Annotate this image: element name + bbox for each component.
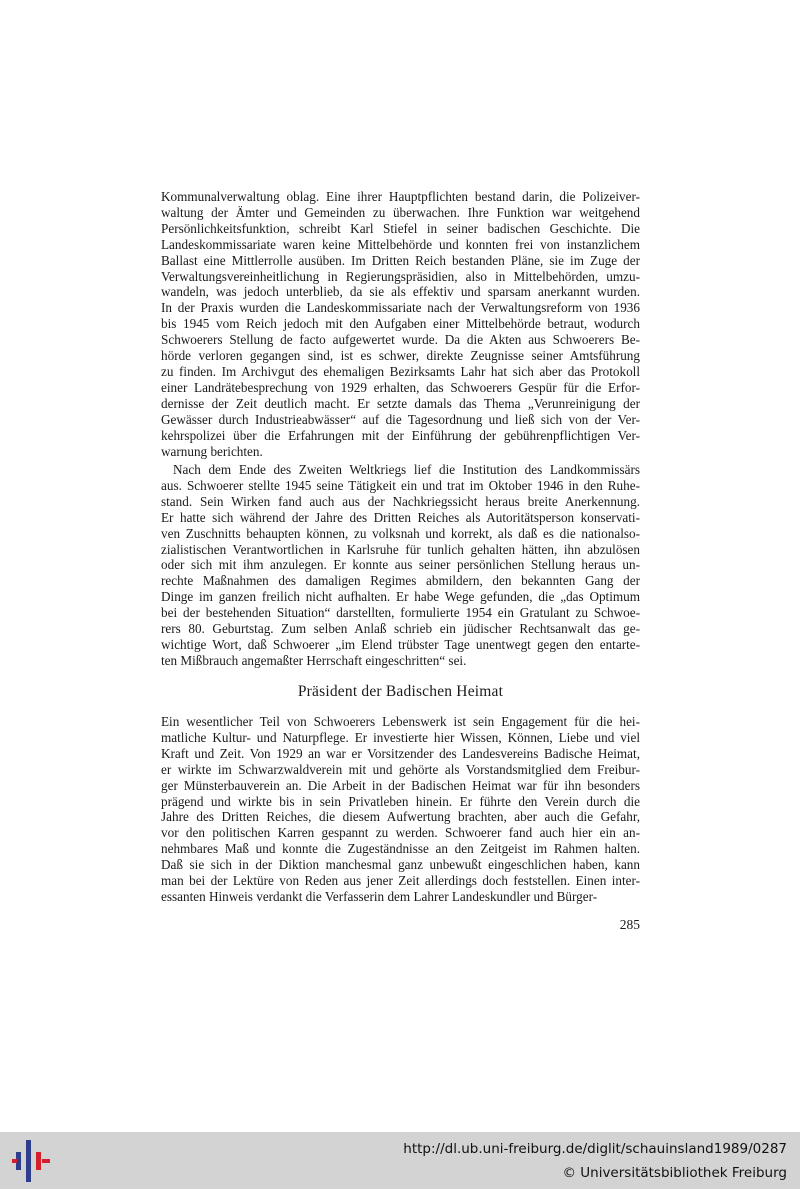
section-heading: Präsident der Badischen Heimat: [297, 683, 504, 700]
text-line: dernisse der Zeit deutlich macht. Er setzte damals das Thema „Verunreinigung der: [161, 395, 640, 411]
text-line: Ballast eine Mittlerrolle ausüben. Im Dritten Reich bestanden Pläne, sie im Zuge der: [161, 252, 640, 268]
text-line: bei der bestehenden Situation“ darstellten, formulierte 1954 ein Gratulant zu Schwoe-: [161, 605, 640, 621]
paragraph-1: [161, 189, 640, 459]
text-line: waltung der Ämter und Gemeinden zu überwachen. Ihre Funktion war weitgehend: [161, 204, 640, 220]
text-line: ger Münsterbauverein an. Die Arbeit in der Badischen Heimat war für ihn besonders: [161, 777, 640, 793]
text-line: prägend und wirkte bis in sein Privatleben hinein. Er führte den Verein durch die: [161, 793, 640, 809]
text-line: wichtige Wort, daß Schwoerer „im Elend trübster Tage unentwegt gegen den entarte-: [161, 636, 640, 652]
text-line: Kraft und Zeit. Von 1929 an war er Vorsitzender des Landesvereins Badische Heimat,: [161, 745, 640, 761]
text-line: matliche Kultur- und Naturpflege. Er investierte hier Wissen, Können, Liebe und viel: [161, 729, 640, 745]
text-line: zialistischen Verantwortlichen in Karlsruhe für tunlich gehalten hätten, ihn abzulösen: [161, 541, 640, 557]
text-line: wandeln, was jedoch unterblieb, da sie als effektiv und sparsam anerkannt wurden.: [161, 284, 640, 300]
text-line: ten Mißbrauch angemaßter Herrschaft eingeschritten“ sei.: [161, 652, 467, 668]
text-line: Ein wesentlicher Teil von Schwoerers Lebenswerk ist sein Engagement für die hei-: [161, 714, 640, 729]
text-line: Nach dem Ende des Zweiten Weltkriegs lief die Institution des Landkommissärs: [173, 462, 640, 477]
text-line: stand. Sein Wirken fand auch aus der Nachkriegssicht heraus breite Anerkennung.: [161, 493, 640, 509]
text-line: vor den politischen Karren gespannt zu werden. Schwoerer fand auch hier ein an-: [161, 825, 640, 841]
text-line: essanten Hinweis verdankt die Verfasserin dem Lahrer Landeskundler und Bürger-: [161, 888, 598, 904]
text-line: zu finden. Im Archivgut des ehemaligen Bezirksamts Lahr hat sich aber das Protokoll: [161, 363, 640, 379]
paragraph-3: [161, 714, 640, 905]
text-line: In der Praxis wurden die Landeskommissariate nach der Verwaltungsreform von 1936: [161, 300, 640, 316]
text-line: Dinge im ganzen freilich nicht aufhalten. Er habe Wege gefunden, die „das Optimum: [161, 589, 640, 605]
text-line: rers 80. Geburtstag. Zum selben Anlaß schrieb ein jüdischer Rechtsanwalt das ge-: [161, 621, 640, 637]
text-line: bis 1945 vom Reich jedoch mit den Aufgaben einer Mittelbehörde betraut, wodurch: [161, 316, 640, 332]
text-line: Er hatte sich während der Jahre des Dritten Reiches als Autoritätsperson konservati-: [161, 509, 640, 525]
text-line: Schwoerers Stellung de facto aufgewertet wurde. Da die Akten aus Schwoerers Be-: [161, 332, 640, 348]
ub-freiburg-logo-icon: [12, 1140, 52, 1182]
page-number: 285: [619, 917, 640, 932]
text-line: Persönlichkeitsfunktion, schreibt Karl Stiefel in seiner badischen Geschichte. Die: [161, 220, 640, 236]
text-line: hörde verloren gegangen sind, ist es schwer, direkte Zeugnisse seiner Amtsführung: [161, 348, 640, 364]
paragraph-2: [161, 462, 640, 669]
text-line: kehrspolizei über die Erfahrungen mit der Einführung der gebührenpflichtigen Ver-: [161, 427, 640, 443]
copyright-notice: © Universitätsbibliothek Freiburg: [562, 1165, 787, 1181]
text-line: Kommunalverwaltung oblag. Eine ihrer Hauptpflichten bestand darin, die Polizeiver-: [161, 189, 640, 204]
text-line: Gewässer durch Industrieabwässer“ auf die Tagesordnung und ließ sich von der Ver-: [161, 411, 640, 427]
text-line: Daß sie sich in der Diktion manchesmal ganz unbewußt eingeschlichen haben, kann: [161, 857, 640, 873]
text-line: man bei der Lektüre von Reden aus jener Zeit allerdings doch feststellen. Einen inter-: [161, 873, 640, 889]
text-line: warnung berichten.: [161, 443, 263, 459]
text-line: aus. Schwoerer stellte 1945 seine Tätigkeit ein und trat im Oktober 1946 in den Ruhe-: [161, 477, 640, 493]
text-line: Jahre des Dritten Reiches, die diesem Aufwertung brachten, aber auch die Gefahr,: [161, 809, 640, 825]
text-line: einer Landrätebesprechung von 1929 erhalten, das Schwoerers Gespür für die Erfor-: [161, 379, 640, 395]
text-line: er wirkte im Schwarzwaldverein mit und gehörte als Vorstandsmitglied dem Freibur-: [161, 761, 640, 777]
text-line: nehmbares Maß und konnte die Zugeständnisse an den Zeitgeist im Rahmen halten.: [161, 841, 640, 857]
text-line: oder sich mit ihm anzulegen. Er konnte aus seiner persönlichen Stellung heraus un-: [161, 557, 640, 573]
text-line: ven Zuschnitts behaupten können, zu volksnah und korrekt, als daß es die nationalso-: [161, 525, 640, 541]
text-line: Landeskommissariate waren keine Mittelbehörde und konnten frei von instanzlichem: [161, 236, 640, 252]
document-url-link[interactable]: http://dl.ub.uni-freiburg.de/diglit/schauinsland1989/0287: [403, 1141, 787, 1157]
text-line: Verwaltungsvereinheitlichung in Regierungspräsidien, also in Mittelbehörden, umzu-: [161, 268, 640, 284]
footer-bar: [0, 1132, 800, 1189]
text-line: rechte Maßnahmen des damaligen Regimes abmildern, den bekannten Gang der: [161, 573, 640, 589]
